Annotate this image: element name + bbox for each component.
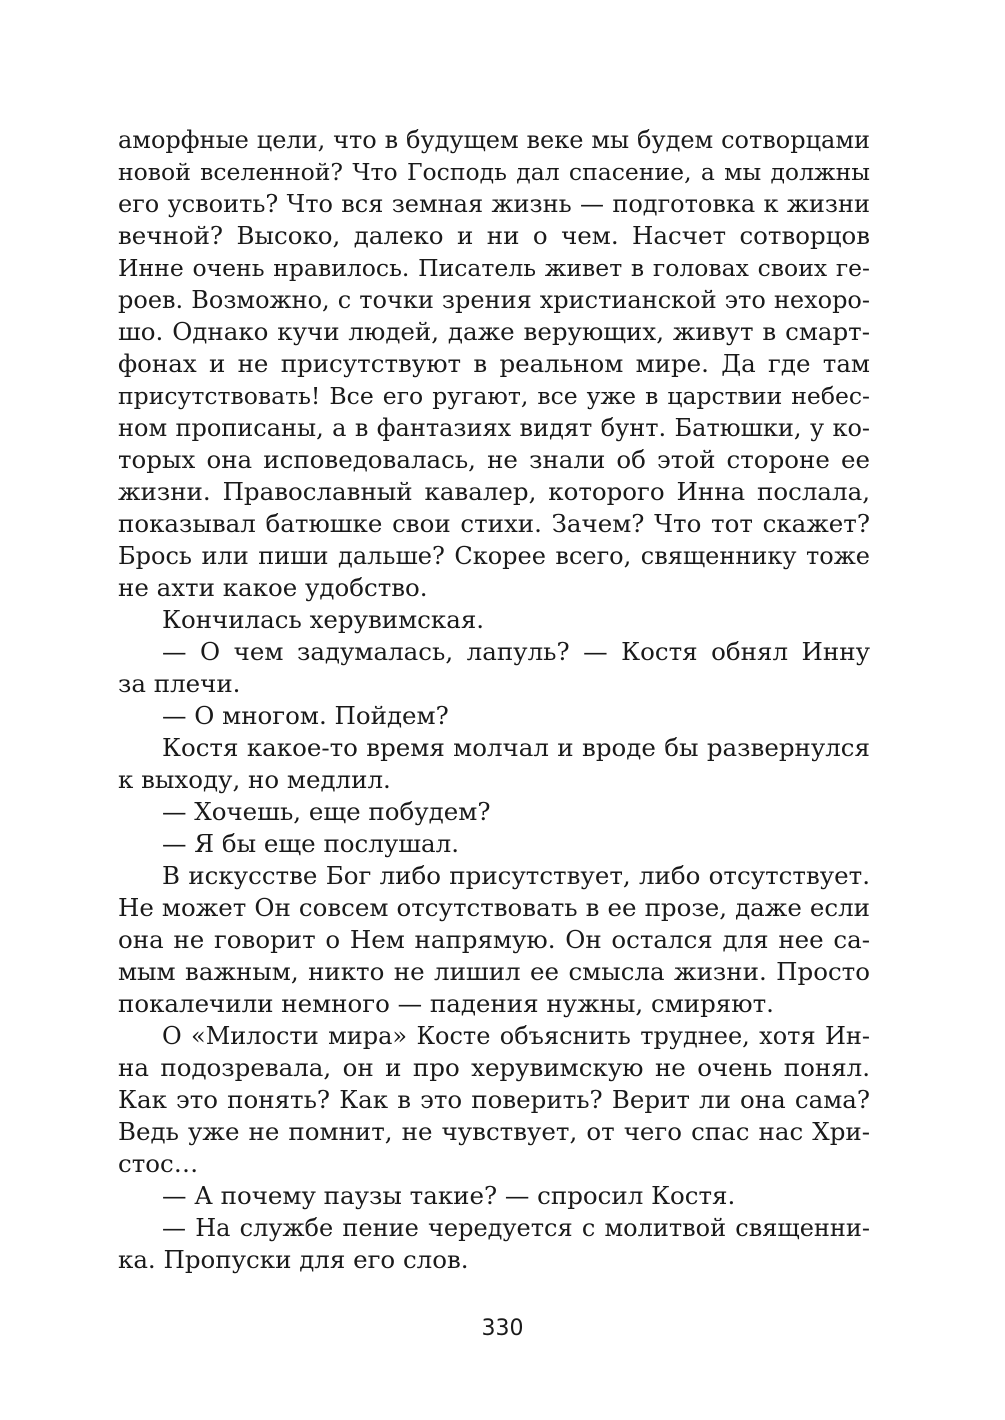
text-line: аморфные цели, что в будущем веке мы будем сотворцами	[118, 126, 870, 154]
text-line: Как это понять? Как в это поверить? Верит ли она сама?	[118, 1085, 870, 1114]
text-line: не ахти какое удобство.	[118, 573, 428, 602]
text-line: роев. Возможно, с точки зрения христианской это нехоро-	[118, 286, 870, 314]
page-number: 330	[481, 1316, 524, 1341]
text-line: стос…	[118, 1149, 199, 1178]
text-line: шо. Однако кучи людей, даже верующих, живут в смарт-	[118, 317, 870, 346]
text-line: за плечи.	[118, 669, 241, 698]
text-line: фонах и не присутствуют в реальном мире. Да где там	[118, 349, 870, 378]
text-line: жизни. Православный кавалер, которого Инна послала,	[118, 477, 870, 506]
text-line: Костя какое-то время молчал и вроде бы развернулся	[162, 733, 870, 762]
text-line: к выходу, но медлил.	[118, 765, 391, 794]
text-line: Брось или пиши дальше? Скорее всего, священнику тоже	[118, 542, 870, 570]
text-line: торых она исповедовалась, не знали об этой стороне ее	[118, 445, 870, 474]
text-line: показывал батюшке свои стихи. Зачем? Что тот скажет?	[118, 509, 870, 538]
text-line: мым важным, никто не лишил ее смысла жизни. Просто	[118, 957, 870, 986]
text-line: — Хочешь, еще побудем?	[162, 797, 491, 826]
body-text	[118, 124, 870, 1276]
text-line: ка. Пропуски для его слов.	[118, 1245, 469, 1274]
text-line: она не говорит о Нем напрямую. Он остался для нее са-	[118, 925, 870, 954]
text-line: Не может Он совсем отсутствовать в ее прозе, даже если	[118, 893, 870, 922]
text-line: его усвоить? Что вся земная жизнь — подготовка к жизни	[118, 190, 870, 218]
text-line: — Я бы еще послушал.	[162, 829, 459, 858]
text-line: Кончилась херувимская.	[162, 605, 485, 634]
text-line: вечной? Высоко, далеко и ни о чем. Насчет сотворцов	[118, 221, 870, 250]
text-line: — А почему паузы такие? — спросил Костя.	[162, 1181, 736, 1210]
text-line: Ведь уже не помнит, не чувствует, от чего спас нас Хри-	[118, 1117, 870, 1146]
text-line: Инне очень нравилось. Писатель живет в головах своих ге-	[118, 254, 870, 282]
text-line: ном прописаны, а в фантазиях видят бунт. Батюшки, у ко-	[118, 414, 870, 442]
text-line: О «Милости мира» Косте объяснить труднее, хотя Ин-	[162, 1022, 870, 1050]
text-line: В искусстве Бог либо присутствует, либо отсутствует.	[162, 861, 870, 890]
text-line: покалечили немного — падения нужны, смиряют.	[118, 989, 774, 1018]
text-line: присутствовать! Все его ругают, все уже в царствии небес-	[118, 382, 870, 410]
text-line: — О многом. Пойдем?	[162, 701, 449, 730]
text-line: на подозревала, он и про херувимскую не очень понял.	[118, 1053, 870, 1082]
text-line: — О чем задумалась, лапуль? — Костя обнял Инну	[162, 637, 870, 666]
text-line: новой вселенной? Что Господь дал спасение, а мы должны	[118, 158, 870, 186]
text-line: — На службе пение чередуется с молитвой священни-	[162, 1214, 870, 1242]
